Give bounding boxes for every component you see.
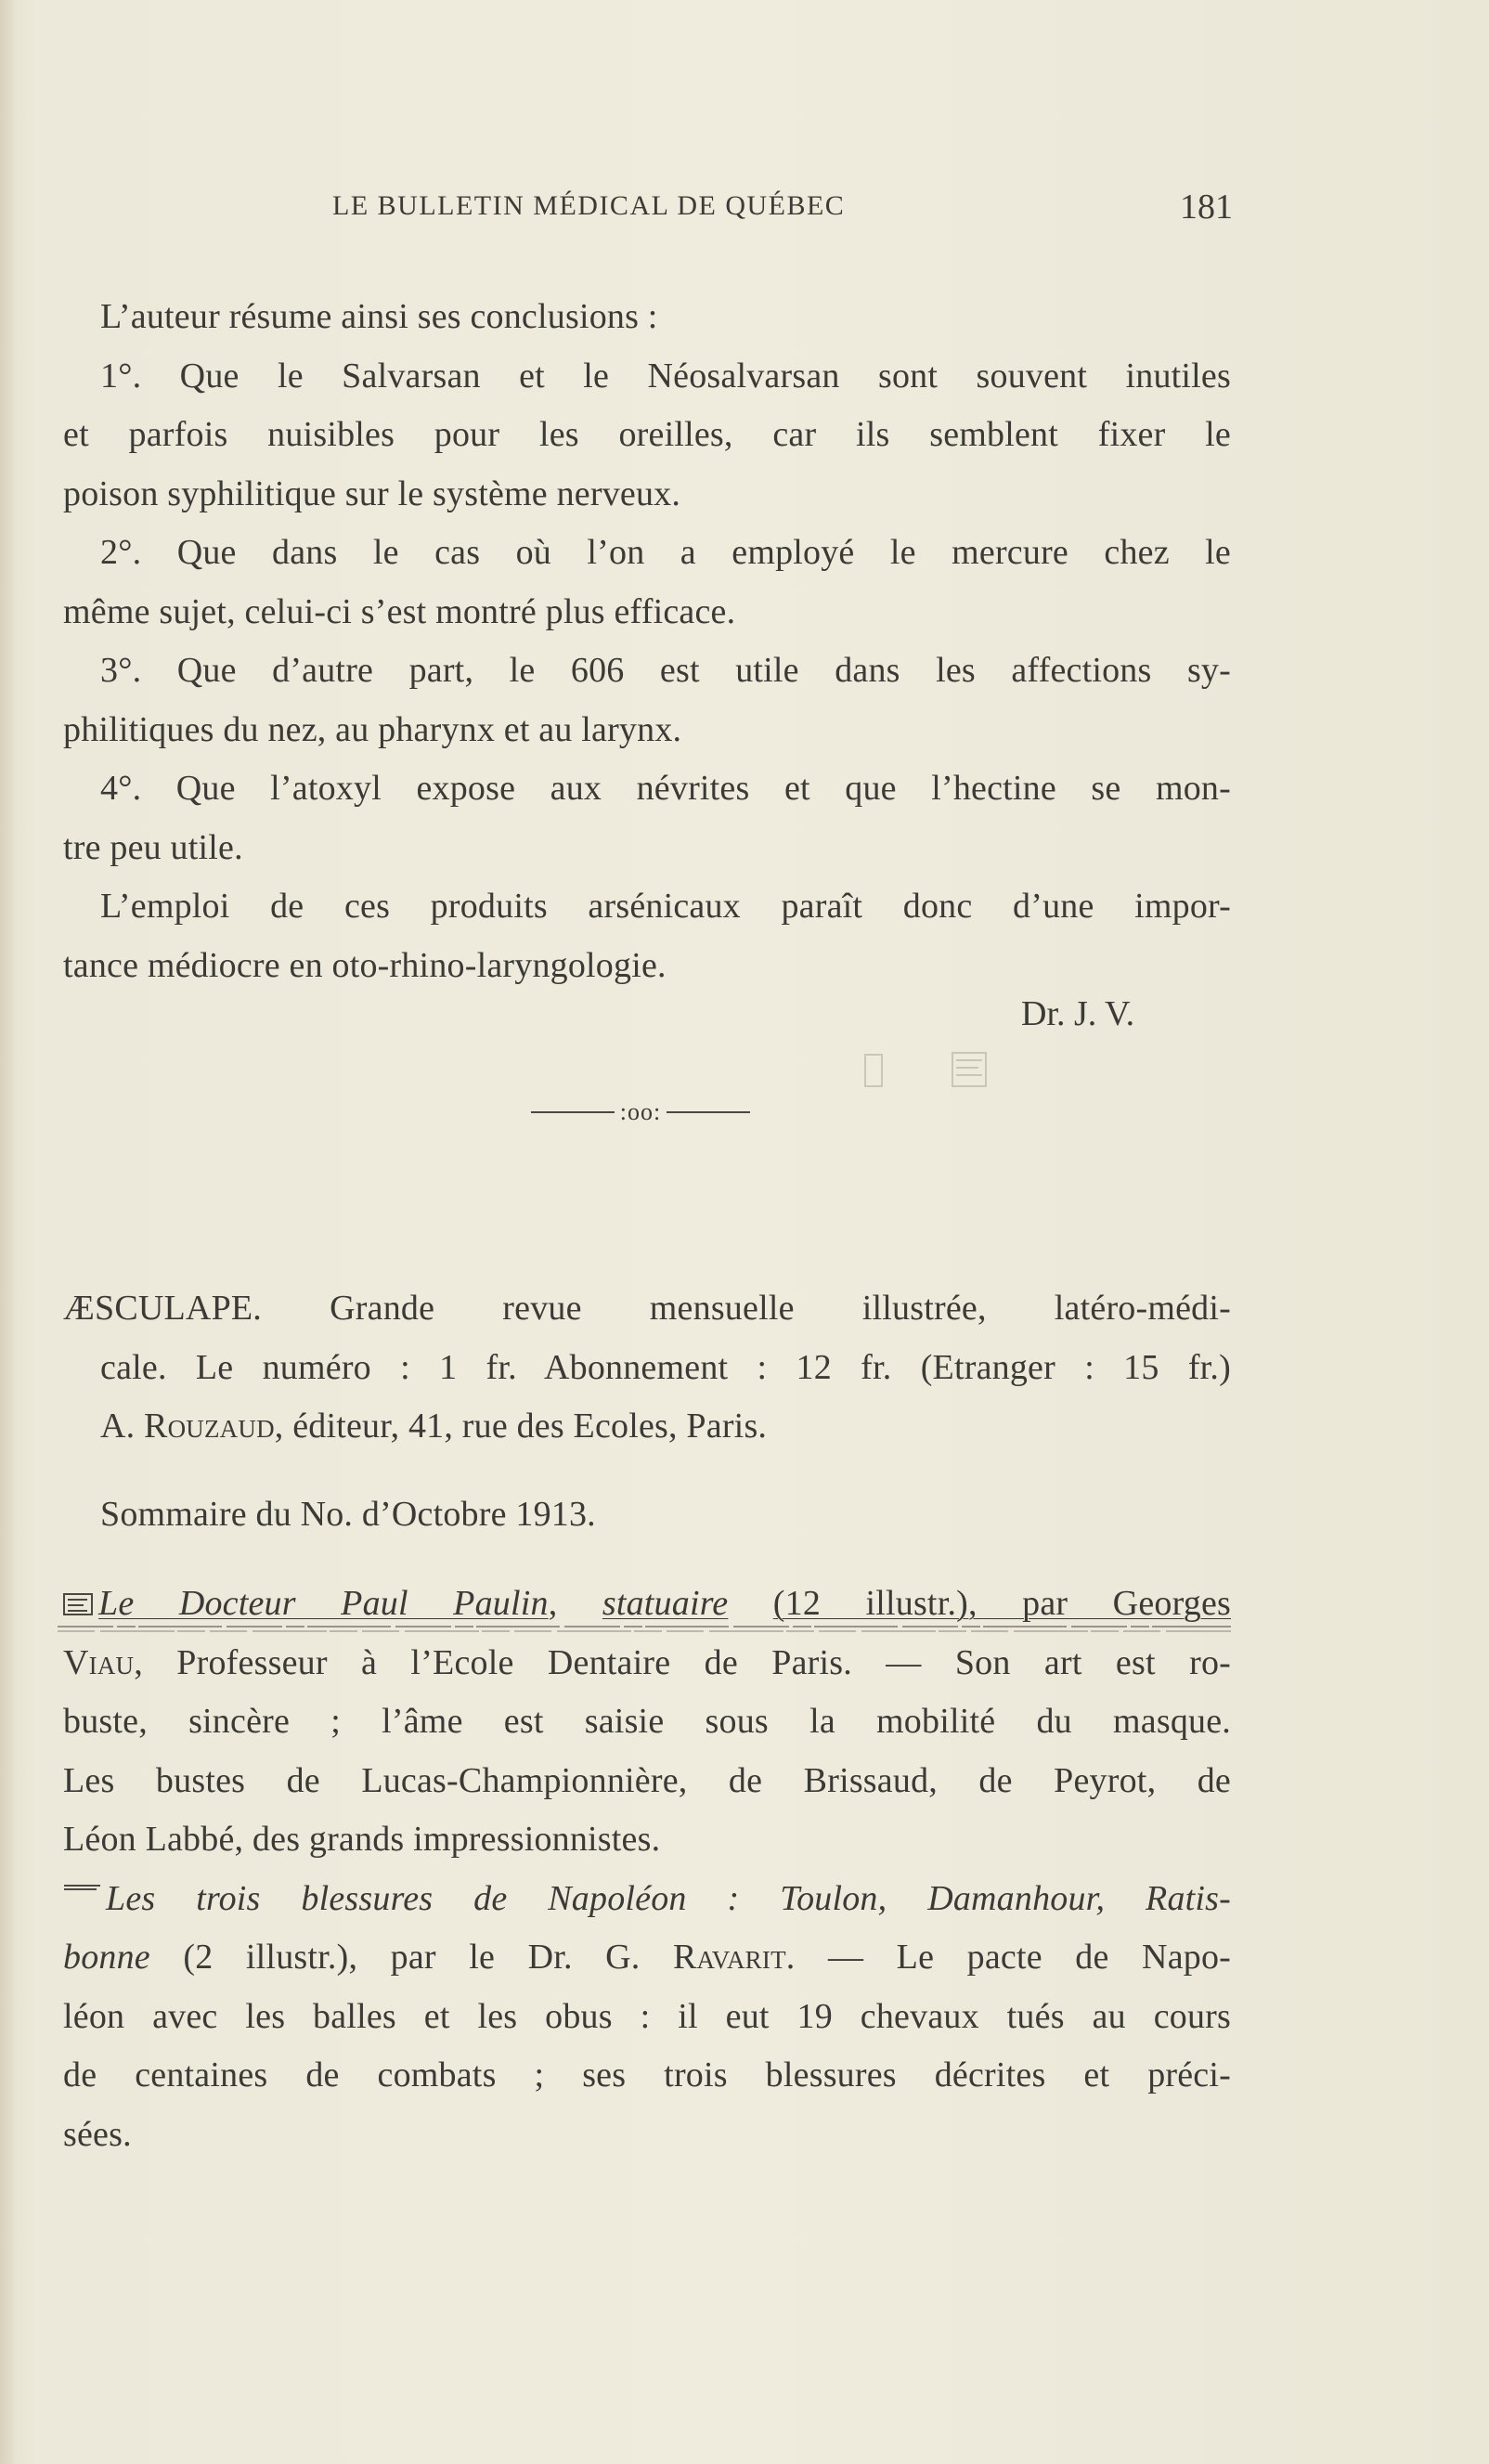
article-signature: Dr. J. V. xyxy=(1021,994,1135,1033)
summary-item-line xyxy=(63,1634,1231,1693)
text-line: tance médiocre en oto-rhino-laryngologie. xyxy=(63,945,667,985)
item1-details: (12 illustr.), par Georges xyxy=(772,1584,1232,1623)
summary-item-line xyxy=(63,1928,1231,1988)
review-title: ÆSCULAPE. xyxy=(63,1289,263,1328)
summary-heading: Sommaire du No. d’Octobre 1913. xyxy=(100,1495,596,1534)
item2-author: Ravarit. xyxy=(673,1938,796,1977)
item1-title: Le Docteur Paul Paulin xyxy=(98,1584,549,1623)
summary-items xyxy=(63,1575,1231,2164)
text-line: 3°. Que d’autre part, le 606 est utile dans les affections sy- xyxy=(100,651,1231,690)
text-line: philitiques du nez, au pharynx et au larynx. xyxy=(63,709,682,749)
page-edge-shadow xyxy=(0,0,17,2464)
item1-subtitle: statuaire xyxy=(602,1584,729,1623)
faint-stamp-mark xyxy=(863,1047,993,1094)
summary-item-line: Les bustes de Lucas-Championnière, de Brissaud, de Peyrot, de xyxy=(63,1760,1231,1800)
page-header xyxy=(63,190,1233,237)
text-line: tre peu utile. xyxy=(63,827,243,867)
summary-item-line: de centaines de combats ; ses trois blessures décrites et préci- xyxy=(63,2055,1231,2094)
separator-rule-right xyxy=(667,1111,750,1113)
text-line: L’emploi de ces produits arsénicaux paraît donc d’une impor- xyxy=(100,887,1231,926)
item1-author: Viau, xyxy=(63,1642,143,1682)
item2-title: Les trois blessures de Napoléon : Toulon, Damanhour, Ratis- xyxy=(106,1878,1231,1918)
summary-item-line: buste, sincère ; l’âme est saisie sous la mobilité du masque. xyxy=(63,1702,1231,1741)
summary-item-line: léon avec les balles et les obus : il eut 19 chevaux tués au cours xyxy=(63,1996,1231,2036)
summary-item-line xyxy=(63,1575,1231,1634)
text-line xyxy=(63,1279,1231,1339)
text-line xyxy=(63,1397,1231,1457)
summary-item-line: Léon Labbé, des grands impressionnistes. xyxy=(63,1820,661,1859)
publisher-address: éditeur, 41, rue des Ecoles, Paris. xyxy=(292,1407,768,1446)
text-line: 2°. Que dans le cas où l’on a employé le mercure chez le xyxy=(100,533,1231,572)
review-description: Grande revue mensuelle illustrée, latéro-médi- xyxy=(330,1289,1231,1328)
text-line: poison syphilitique sur le système nerveux. xyxy=(63,473,681,513)
item1-description: Professeur à l’Ecole Dentaire de Paris. — Son art est ro- xyxy=(176,1642,1231,1682)
running-head: LE BULLETIN MÉDICAL DE QUÉBEC xyxy=(332,190,846,221)
publisher-name: Rouzaud, xyxy=(144,1407,284,1446)
summary-heading-block xyxy=(63,1485,1231,1545)
item2-title-end: bonne xyxy=(63,1938,150,1977)
article-conclusions xyxy=(63,288,1231,995)
review-aesculape xyxy=(63,1279,1231,1457)
text-line: cale. Le numéro : 1 fr. Abonnement : 12 fr. (Etranger : 15 fr.) xyxy=(100,1347,1231,1387)
section-separator xyxy=(515,1094,766,1131)
bookmark-icon xyxy=(63,1592,97,1616)
text-line: 1°. Que le Salvarsan et le Néosalvarsan sont souvent inutiles xyxy=(100,356,1231,396)
separator-mark: :oo: xyxy=(619,1098,662,1125)
summary-item-line xyxy=(63,1870,1231,1929)
dash-mark-icon xyxy=(63,1882,102,1893)
text-line: même sujet, celui-ci s’est montré plus efficace. xyxy=(63,591,736,631)
text-line: L’auteur résume ainsi ses conclusions : xyxy=(100,297,658,336)
item1-comma: , xyxy=(548,1584,558,1623)
text-line: et parfois nuisibles pour les oreilles, car ils semblent fixer le xyxy=(63,415,1231,454)
separator-rule-left xyxy=(531,1111,615,1113)
item2-description: — Le pacte de Napo- xyxy=(827,1938,1232,1977)
item2-details: (2 illustr.), par le Dr. G. xyxy=(183,1938,641,1977)
summary-item-line: sées. xyxy=(63,2114,132,2154)
text-line: 4°. Que l’atoxyl expose aux névrites et que l’hectine se mon- xyxy=(100,769,1231,808)
publisher-initial: A. xyxy=(100,1407,136,1446)
page-number: 181 xyxy=(1180,188,1233,227)
